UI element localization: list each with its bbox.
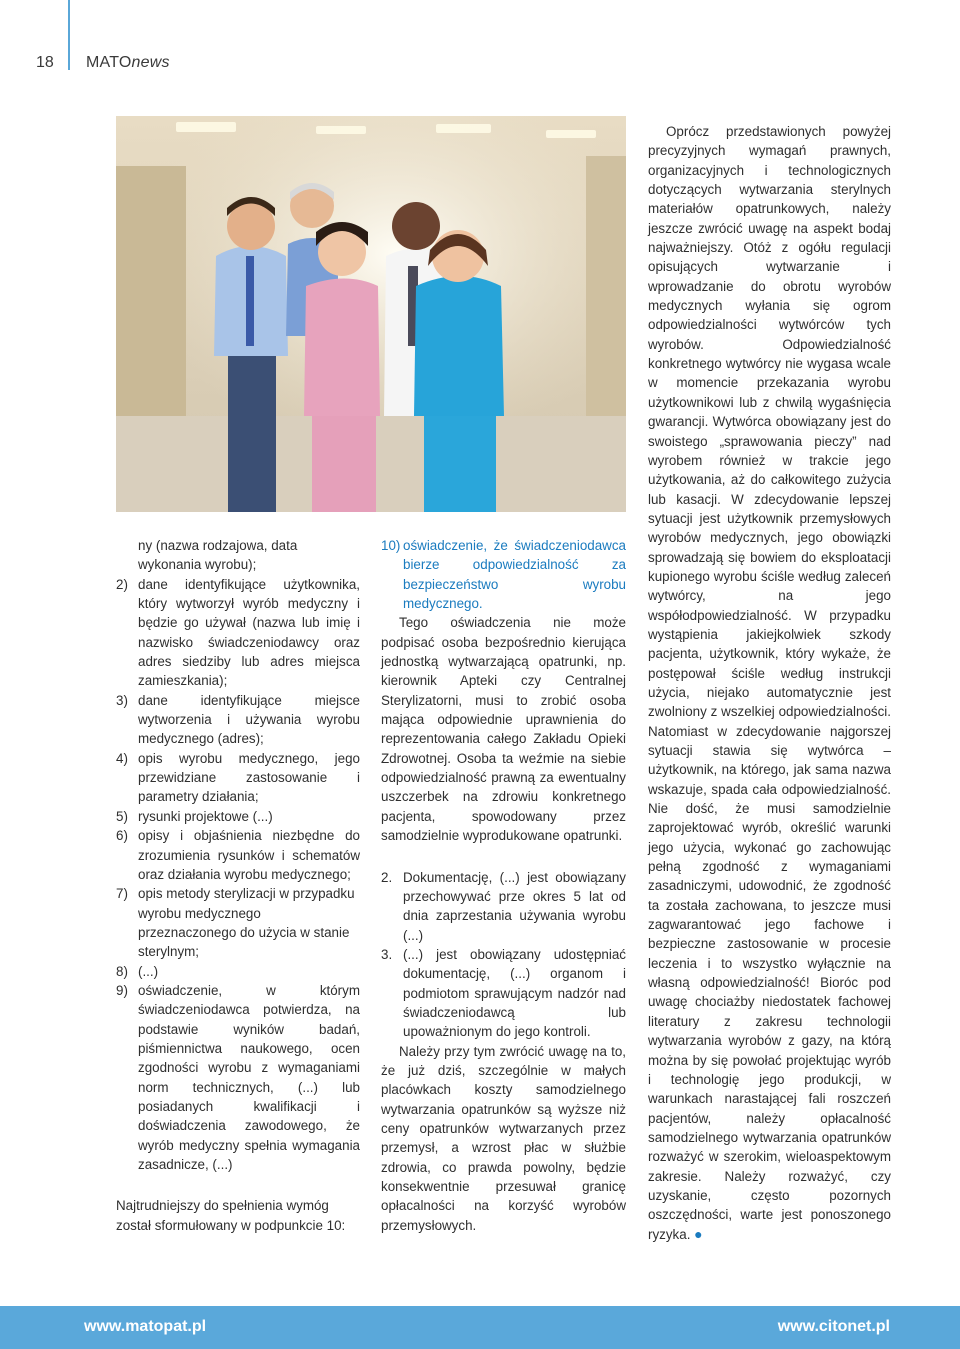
list-item: 2) dane identyfikujące użytkownika, który wytworzył wyrób medyczny i będzie go używał (nazwa lub imię i nazwisko świadczeniodawcy oraz adres siedziby lub adres miejsca zamieszkania); <box>116 576 360 689</box>
footer-bar <box>0 1306 960 1349</box>
middle-column <box>381 536 626 1235</box>
page-number: 18 <box>36 54 54 71</box>
footer-link-citonet[interactable]: www.citonet.pl <box>777 1318 890 1335</box>
list-item: 3) dane identyfikujące miejsce wytworzenia i używania wyrobu medycznego (adres); <box>116 692 360 747</box>
magazine-brand: MATOnews <box>86 54 170 71</box>
list-item: 2. Dokumentację, (...) jest obowiązany przechowywać prze okres 5 lat od dnia zaprzestania używania wyrobu (...) <box>381 869 626 943</box>
list-item: 7) opis metody sterylizacji w przypadku wyrobu medycznego przeznaczonego do użycia w stanie sterylnym; <box>116 886 355 960</box>
paragraph: Należy przy tym zwrócić uwagę na to, że już dziś, szczególnie w małych placówkach koszty samodzielnego wytwarzania opatrunków są wyższe niż ceny opatrunków wytwarzanych przez przemysł, a wzrost płac w służbie zdrowia, co prawda powolny, będzie konsekwentnie przesuwał granicę opłacalności na korzyść wyrobów przemysłowych. <box>381 1043 626 1233</box>
right-column <box>648 122 891 1244</box>
list-item: 3. (...) jest obowiązany udostępniać dokumentację, (...) organom i podmiotom sprawującym nadzór nad świadczeniodawcą lub upoważnionym do jego kontroli. <box>381 946 626 1040</box>
list-item: 9) oświadczenie, w którym świadczeniodawca potwierdza, na podstawie wyników badań, piśmiennictwa naukowego, ocen zgodności wyrobu z wymaganiami norm technicznych, (...) lub posiadanych kwalifikacji i doświadczenia zawodowego, że wyrób medyczny spełnia wymagania zasadnicze, (...) <box>116 982 360 1172</box>
header-divider <box>68 0 70 70</box>
list-item: 5) rysunki projektowe (...) <box>116 808 273 824</box>
list-item: 4) opis wyrobu medycznego, jego przewidziane zastosowanie i parametry działania; <box>116 750 360 805</box>
list-item: 6) opisy i objaśnienia niezbędne do zrozumienia rysunków i schematów oraz działania wyrobu medycznego; <box>116 828 360 882</box>
end-mark-icon: ● <box>694 1225 703 1242</box>
footer-link-matopat[interactable]: www.matopat.pl <box>84 1318 207 1335</box>
closing-paragraph: Najtrudniejszy do spełnienia wymóg został sformułowany w podpunkcie 10: <box>116 1198 346 1233</box>
left-column <box>116 536 360 1235</box>
list-item-10: 10) oświadczenie, że świadczeniodawca bierze odpowiedzialność za bezpieczeństwo wyrobu medycznego. <box>381 538 626 612</box>
photo-medical-staff <box>116 116 626 512</box>
list-item: 8) (...) <box>116 963 159 979</box>
paragraph: Tego oświadczenia nie może podpisać osoba bezpośrednio kierująca jednostką wytwarzającą opatrunki, np. kierownik Apteki czy Centralnej Sterylizatorni, musi to zrobić osoba mająca odpowiednie uprawnienia do reprezentowania całego Zakładu Opieki Zdrowotnej. Osoba ta weźmie na siebie odpowiedzialność prawną za ewentualny uszczerbek na zdrowiu konkretnego pacjenta, spowodowany przez samodzielnie wyprodukowane opatrunki. <box>381 615 626 844</box>
paragraph: Oprócz przedstawionych powyżej precyzyjnych wymagań prawnych, organizacyjnych i technologicznych dotyczących wytwarzania sterylnych materiałów opatrunkowych, należy jeszcze zwrócić uwagę na aspekt bodaj najważniejszy. Otóż z ogółu regulacji opisujących wytwarzanie i wprowadzanie do obrotu wyrobów medycznych wyłania się ogrom odpowiedzialności wytwórców tych wyrobów. Odpowiedzialność konkretnego wytwórcy nie wygasa wcale w momencie przekazania wyrobu użytkownikowi lub z chwilą wygaśnięcia gwarancji. Wytwórca obowiązany jest do swoistego „sprawowania pieczy” nad wyrobem również w trakcie jego użytkowania, aż do całkowitego zużycia lub kasacji. W zdecydowanie lepszej sytuacji jest użytkownik przemysłowych wyrobów medycznych, jego obowiązki sprowadzają się bowiem do eksploatacji kupionego wyrobu ściśle według zaleceń wytwórcy, na jego współodpowiedzialność. W przypadku wystąpienia jakiejkolwiek szkody pacjenta, użytkownik, który wykaże, że postępował ściśle według instrukcji użycia, niejako automatycznie jest zwolniony z wszelkiej odpowiedzialności. Natomiast w zdecydowanie najgorszej sytuacji stawia się wytwórca – użytkownik, na którego, jak sama nazwa wskazuje, spada cała odpowiedzialność. Nie dość, że musi samodzielnie zaprojektować wyrób, określić warunki jego użycia, wykonać go zachowując pełną zgodność z wymaganiami zasadniczymi, udowodnić, że zgodność ta została zachowana, to jeszcze musi zagwarantować jego fachowe i bezpieczne zastosowanie w procesie leczenia i to wszystko wyłącznie na własną odpowiedzialność! Bioróc pod uwagę chociażby niedostatek fachowej literatury z zakresu technologii wytwarzania wyrobów z gazy, na którą można by się powołać projektując wyrób i technologię jego produkcji, w warunkach narastającej fali roszczeń pacjentów, należy opłacalność samodzielnego wytwarzania opatrunków rozważyć w szerokim, wieloaspektowym zakresie. Należy rozważyć, czy uzyskanie, często pozornych oszczędności, warte jest ponoszonego ryzyka. <box>648 124 891 1242</box>
list-item-continuation: ny (nazwa rodzajowa, data wykonania wyrobu); <box>138 538 298 573</box>
